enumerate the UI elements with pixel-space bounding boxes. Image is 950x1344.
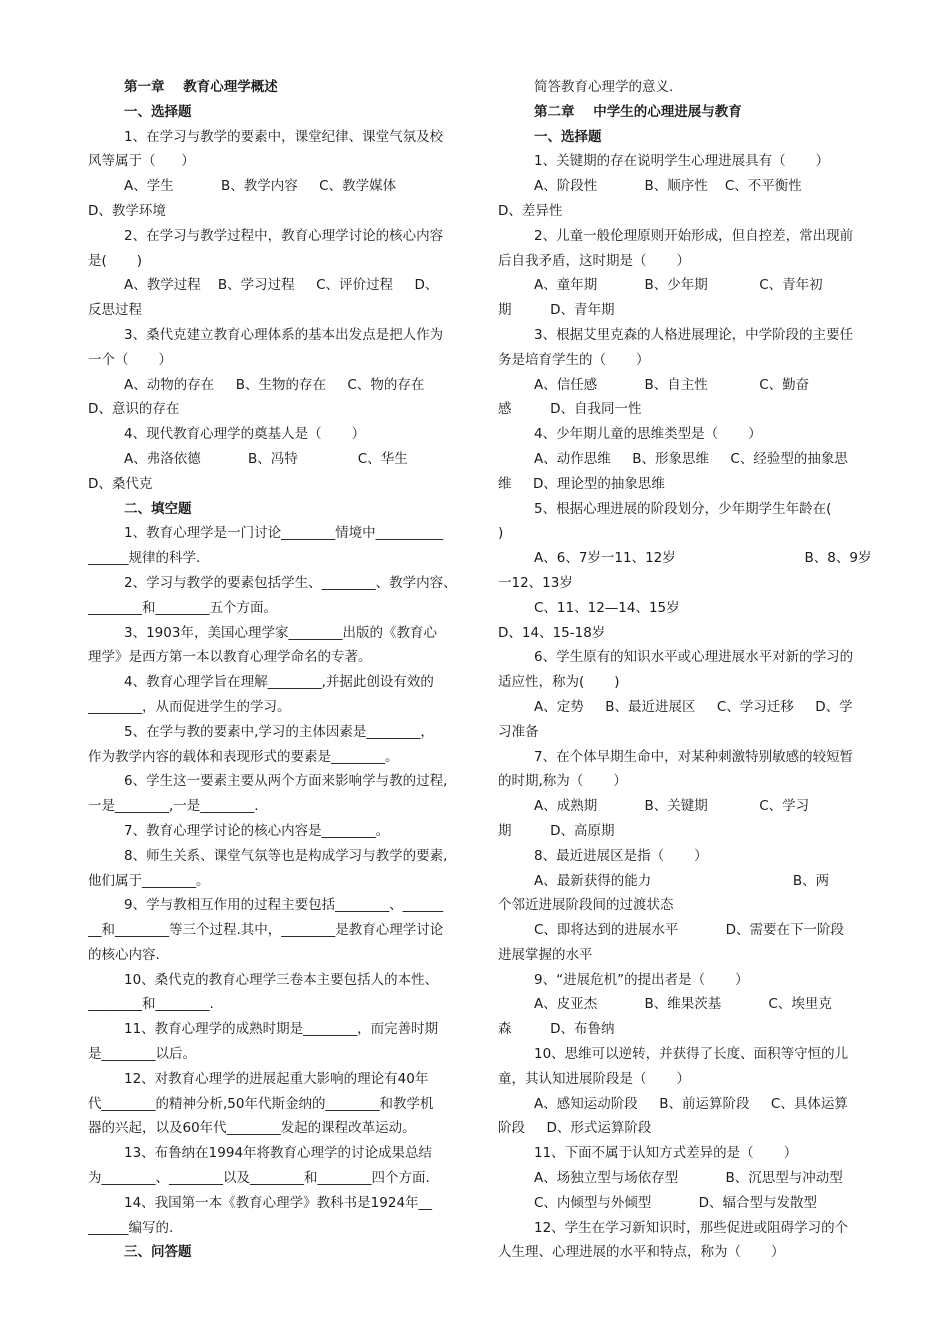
left-text-line: 7、教育心理学讨论的核心内容是________。 (124, 822, 390, 839)
right-text-line: 个邻近进展阶段间的过渡状态 (498, 897, 674, 914)
left-text-line: A、教学过程 B、学习过程 C、评价过程 D、 (124, 277, 439, 294)
left-text-line: 3、桑代克建立教育心理体系的基本出发点是把人作为 (124, 326, 444, 343)
right-text-line: 期 D、青年期 (498, 302, 615, 319)
left-text-line: 2、在学习与教学过程中，教育心理学讨论的核心内容 (124, 227, 444, 244)
right-text-line: A、感知运动阶段 B、前运算阶段 C、具体运算 (534, 1095, 848, 1112)
left-text-line: 1、在学习与教学的要素中，课堂纪律、课堂气氛及校 (124, 128, 444, 145)
left-heading: 二、填空题 (124, 500, 192, 517)
right-text-line: 6、学生原有的知识水平或心理进展水平对新的学习的 (534, 649, 854, 666)
left-text-line: ______规律的科学. (88, 550, 201, 567)
right-text-line: 9、“进展危机”的提出者是（ ） (534, 971, 749, 988)
right-text-line: A、阶段性 B、顺序性 C、不平衡性 (534, 178, 802, 195)
left-column (88, 75, 470, 1265)
right-text-line: 简答教育心理学的意义. (534, 79, 674, 95)
right-text-line: A、最新获得的能力 B、两 (534, 872, 830, 889)
left-text-line: 12、对教育心理学的进展起重大影响的理论有40年 (124, 1070, 429, 1087)
right-text-line: 感 D、自我同一性 (498, 401, 642, 418)
left-text-line: 3、1903年，美国心理学家________出版的《教育心 (124, 624, 437, 641)
left-text-line: 作为教学内容的载体和表现形式的要素是________。 (88, 748, 399, 765)
left-heading: 三、问答题 (124, 1244, 192, 1261)
right-text-line: 4、少年期儿童的思维类型是（ ） (534, 426, 762, 443)
right-text-line: 童，其认知进展阶段是（ ） (498, 1070, 691, 1087)
left-text-line: 代________的精神分析,50年代斯金纳的________和教学机 (88, 1095, 434, 1112)
left-text-line: ________和________. (88, 996, 214, 1013)
right-text-line: 12、学生在学习新知识时，那些促进或阻碍学习的个 (534, 1219, 849, 1236)
right-text-line: 7、在个体早期生命中，对某种刺激特别敏感的较短暂 (534, 748, 854, 765)
left-text-line: 14、我国第一本《教育心理学》教科书是1924年__ (124, 1194, 433, 1211)
right-heading: 一、选择题 (534, 128, 602, 145)
right-column (498, 75, 880, 1265)
right-text-line: 期 D、高原期 (498, 822, 615, 839)
right-text-line: 一12、13岁 (498, 574, 573, 591)
left-text-line: 9、学与教相互作用的过程主要包括________、______ (124, 897, 444, 914)
right-text-line: A、皮亚杰 B、维果茨基 C、埃里克 (534, 996, 832, 1013)
right-text-line: D、14、15-18岁 (498, 624, 606, 641)
left-text-line: 反思过程 (88, 302, 142, 319)
left-text-line: D、桑代克 (88, 475, 153, 492)
right-text-line: A、6、7岁一11、12岁 B、8、9岁 (534, 550, 872, 567)
right-text-line: C、内倾型与外倾型 D、辐合型与发散型 (534, 1194, 818, 1211)
left-text-line: 5、在学与教的要素中,学习的主体因素是________， (124, 723, 434, 740)
right-text-line: 阶段 D、形式运算阶段 (498, 1120, 652, 1137)
right-text-line: A、场独立型与场依存型 B、沉思型与冲动型 (534, 1170, 843, 1187)
left-heading: 一、选择题 (124, 103, 192, 120)
right-text-line: ) (498, 525, 504, 542)
right-text-line: 10、思维可以逆转，并获得了长度、面积等守恒的儿 (534, 1046, 849, 1063)
left-text-line: 11、教育心理学的成熟时期是________，而完善时期 (124, 1021, 439, 1038)
left-text-line: 的核心内容. (88, 946, 160, 963)
left-text-line: 是________以后。 (88, 1046, 196, 1063)
left-text-line: 4、教育心理学旨在理解________,并据此创设有效的 (124, 674, 434, 691)
left-text-line: 6、学生这一要素主要从两个方面来影响学与教的过程, (124, 773, 448, 790)
left-text-line: 他们属于________。 (88, 872, 210, 889)
left-text-line: 器的兴起，以及60年代________发起的课程改革运动。 (88, 1120, 416, 1137)
left-text-line: 为________、________以及________和________四个方面. (88, 1170, 430, 1187)
right-heading: 第二章 中学生的心理进展与教育 (534, 103, 742, 120)
left-text-line: 8、师生关系、课堂气氛等也是构成学习与教学的要素, (124, 847, 448, 864)
left-text-line: D、意识的存在 (88, 401, 180, 418)
left-text-line: 风等属于（ ） (88, 153, 195, 170)
left-text-line: 10、桑代克的教育心理学三卷本主要包括人的本性、 (124, 971, 439, 988)
left-text-line: A、学生 B、教学内容 C、教学媒体 (124, 178, 397, 195)
left-heading: 第一章 教育心理学概述 (124, 79, 278, 95)
left-text-line: __和________等三个过程.其中，________是教育心理学讨论 (88, 922, 444, 939)
right-text-line: C、即将达到的进展水平 D、需要在下一阶段 (534, 922, 845, 939)
right-text-line: 维 D、理论型的抽象思维 (498, 475, 665, 492)
right-text-line: 后自我矛盾，这时期是（ ） (498, 252, 691, 269)
right-text-line: A、动作思维 B、形象思维 C、经验型的抽象思 (534, 450, 848, 467)
right-text-line: 适应性，称为( ) (498, 674, 620, 691)
left-text-line: ________，从而促进学生的学习。 (88, 698, 291, 715)
left-text-line: ________和________五个方面。 (88, 599, 277, 616)
right-text-line: 1、关键期的存在说明学生心理进展具有（ ） (534, 153, 830, 170)
left-text-line: ______编写的. (88, 1219, 174, 1236)
left-text-line: 4、现代教育心理学的奠基人是（ ） (124, 426, 366, 443)
right-text-line: C、11、12—14、15岁 (534, 599, 680, 616)
left-text-line: 理学》是西方第一本以教育心理学命名的专著。 (88, 649, 372, 666)
right-text-line: D、差异性 (498, 202, 563, 219)
right-text-line: 3、根据艾里克森的人格进展理论，中学阶段的主要任 (534, 326, 854, 343)
left-text-line: A、弗洛依德 B、冯特 C、华生 (124, 450, 408, 467)
left-text-line: 1、教育心理学是一门讨论________情境中__________ (124, 525, 444, 542)
right-text-line: 务是培育学生的（ ） (498, 351, 650, 368)
right-text-line: A、定势 B、最近进展区 C、学习迁移 D、学 (534, 698, 853, 715)
right-text-line: 森 D、布鲁纳 (498, 1021, 615, 1038)
left-text-line: 13、布鲁纳在1994年将教育心理学的讨论成果总结 (124, 1145, 433, 1162)
right-text-line: 8、最近进展区是指（ ） (534, 847, 708, 864)
left-text-line: 一是________,一是________. (88, 798, 259, 815)
right-text-line: 11、下面不属于认知方式差异的是（ ） (534, 1145, 798, 1162)
right-text-line: A、童年期 B、少年期 C、青年初 (534, 277, 823, 294)
right-text-line: 的时期,称为（ ） (498, 773, 627, 790)
right-text-line: 5、根据心理进展的阶段划分，少年期学生年龄在( (534, 500, 832, 517)
right-text-line: 人生理、心理进展的水平和特点，称为（ ） (498, 1244, 785, 1261)
left-text-line: 是( ) (88, 252, 143, 269)
left-text-line: A、动物的存在 B、生物的存在 C、物的存在 (124, 376, 425, 393)
left-text-line: 2、学习与教学的要素包括学生、________、教学内容、 (124, 574, 457, 591)
right-text-line: 进展掌握的水平 (498, 946, 593, 963)
right-text-line: 2、儿童一般伦理原则开始形成，但自控差，常出现前 (534, 227, 854, 244)
left-text-line: D、教学环境 (88, 202, 166, 219)
right-text-line: A、成熟期 B、关键期 C、学习 (534, 798, 810, 815)
right-text-line: A、信任感 B、自主性 C、勤奋 (534, 376, 810, 393)
left-text-line: 一个（ ） (88, 351, 173, 368)
right-text-line: 习准备 (498, 723, 539, 740)
